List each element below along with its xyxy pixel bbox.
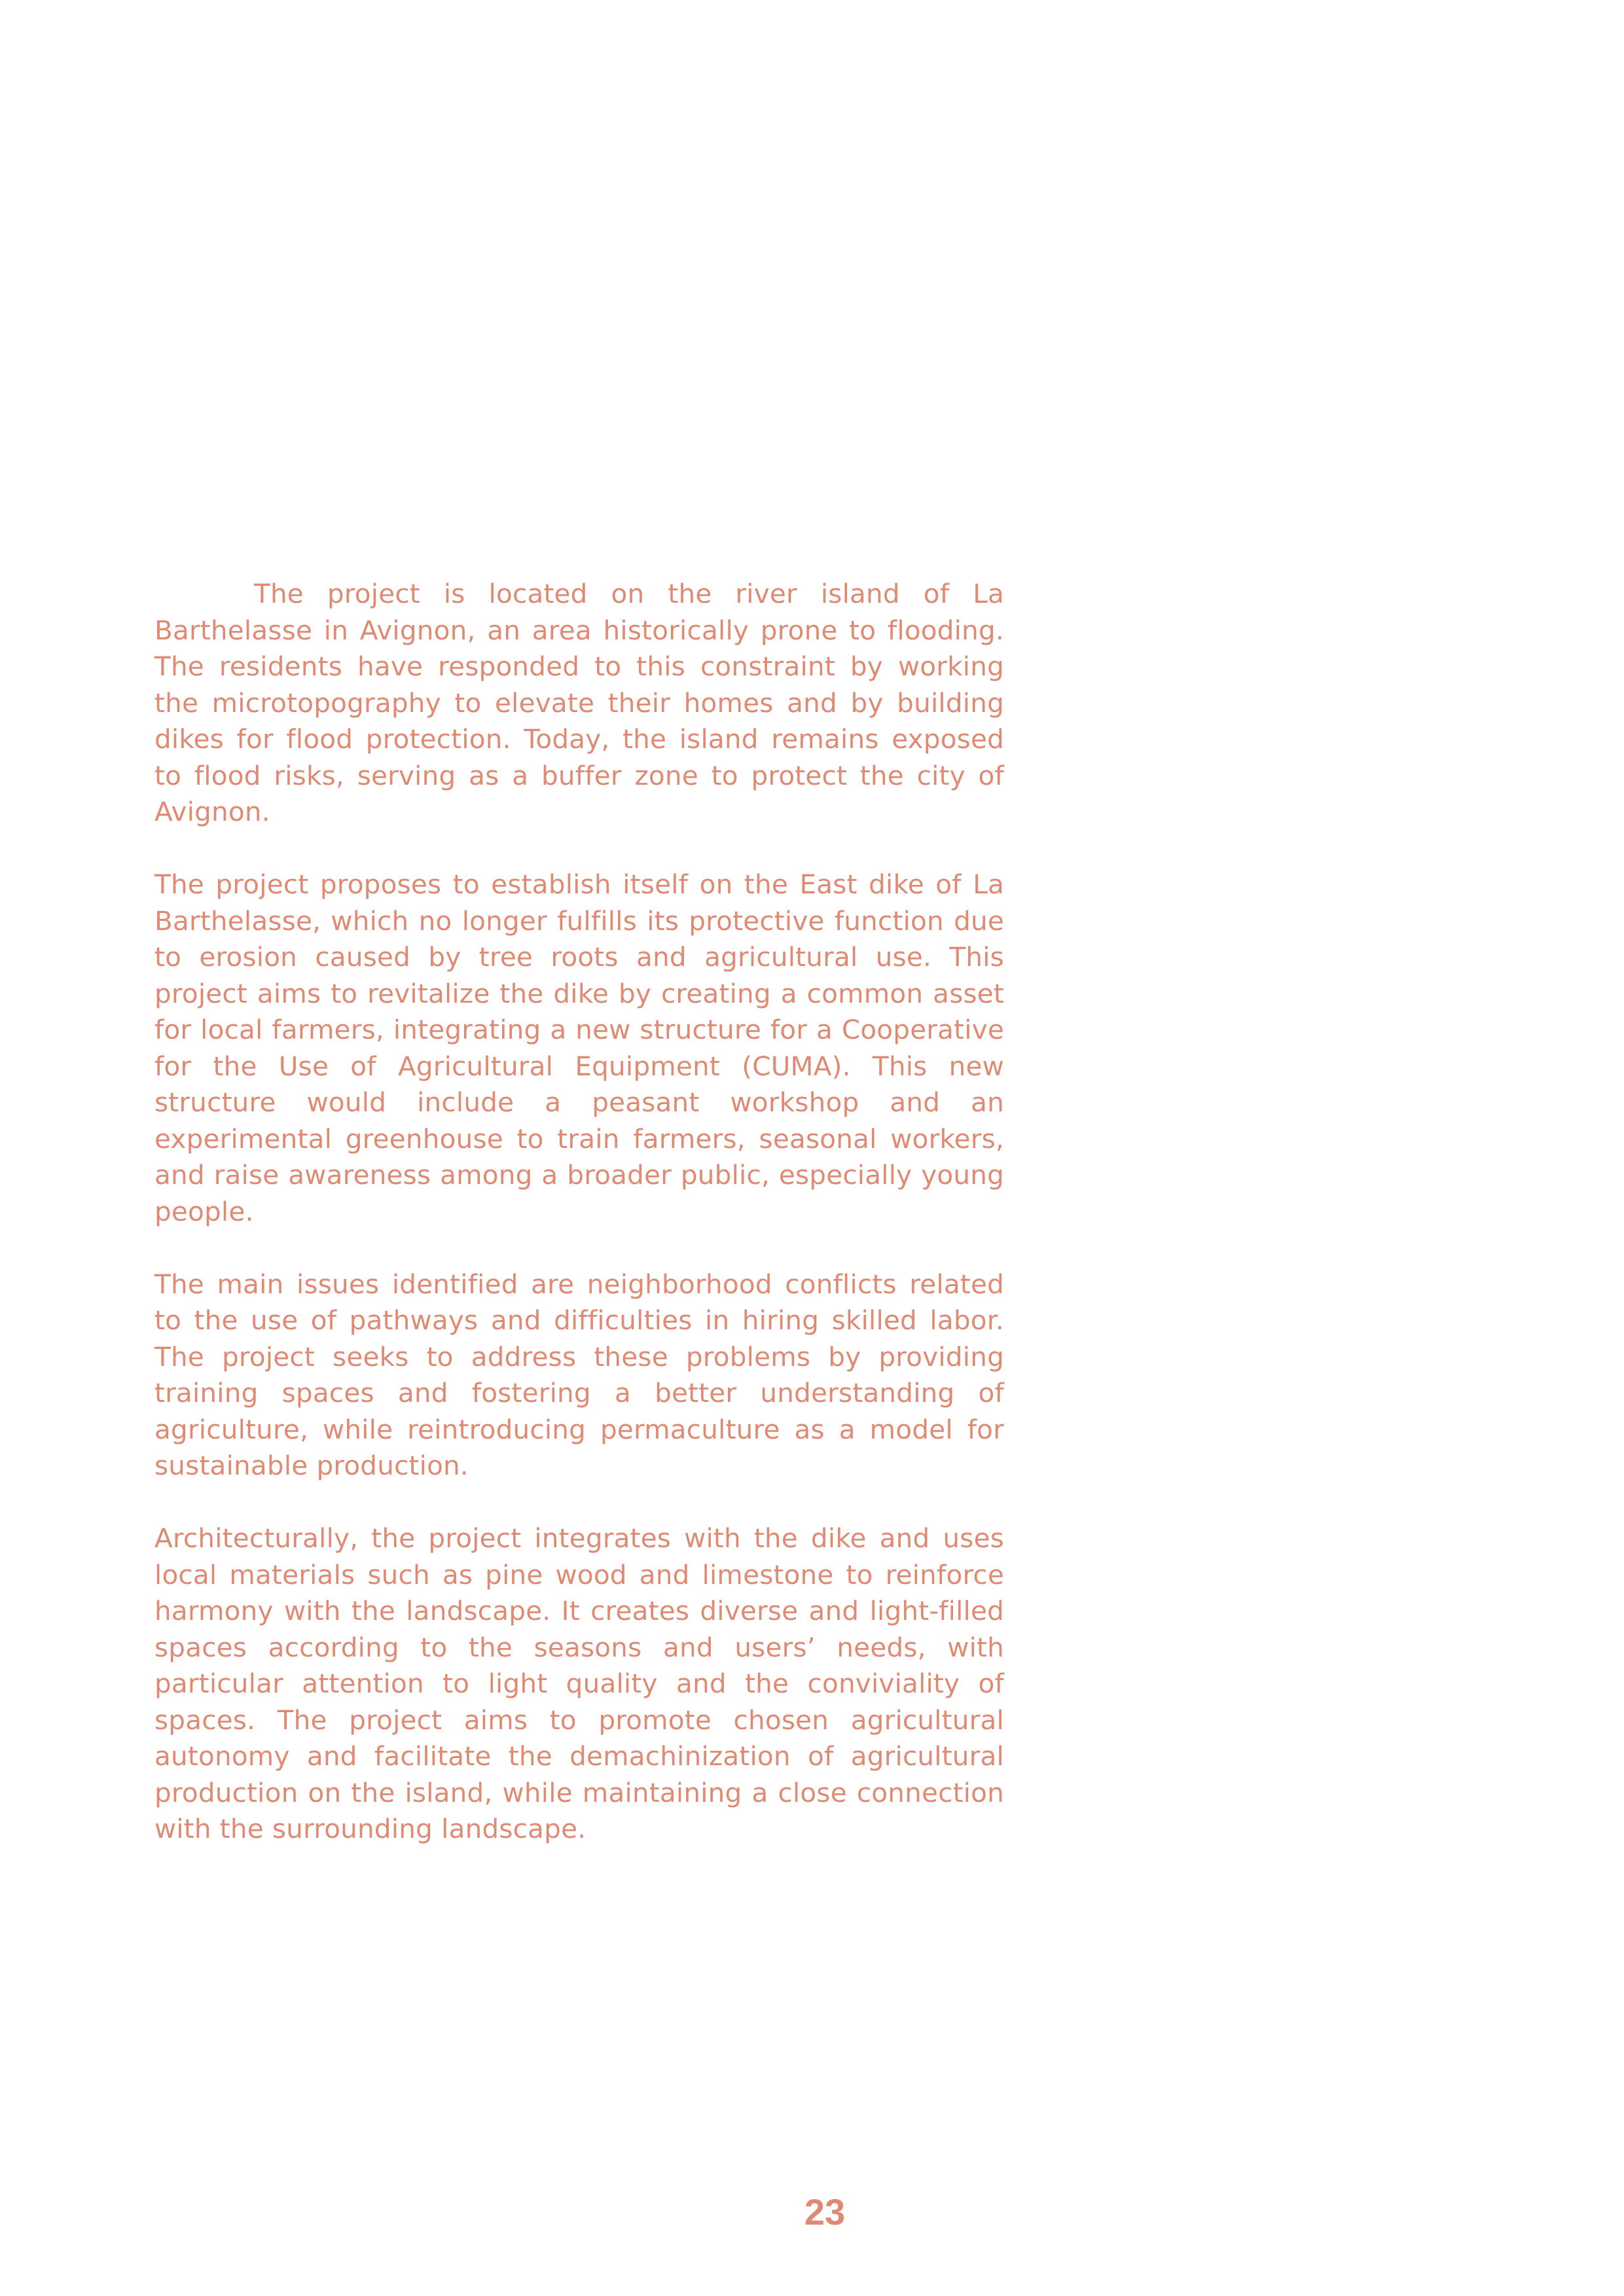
body-text — [154, 576, 1004, 1884]
paragraph-main-issues: The main issues identified are neighborhood conflicts related to the use of pathways and difficulties in hiring skilled labor. The project seeks to address these problems by providing training spaces and fostering a better understanding of agriculture, while reintroducing permaculture as a model for sustainable production. — [154, 1268, 1004, 1481]
paragraph-location: The project is located on the river island of La Barthelasse in Avignon, an area historically prone to flooding. The residents have responded to this constraint by working the microtopography to elevate their homes and by building dikes for flood protection. Today, the island remains exposed to flood risks, serving as a buffer zone to protect the city of Avignon. — [154, 578, 1004, 827]
paragraph-dike-proposal: The project proposes to establish itself on the East dike of La Barthelasse, which no longer fulfills its protective function due to erosion caused by tree roots and agricultural use. This project aims to revitalize the dike by creating a common asset for local farmers, integrating a new structure for a Cooperative for the Use of Agricultural Equipment (CUMA). This new structure would include a peasant workshop and an experimental greenhouse to train farmers, seasonal workers, and raise awareness among a broader public, especially young people. — [154, 869, 1004, 1227]
paragraph-architecture: Architecturally, the project integrates with the dike and uses local materials such as pine wood and limestone to reinforce harmony with the landscape. It creates diverse and light-filled spaces according to the seasons and users’ needs, with particular attention to light quality and the conviviality of spaces. The project aims to promote chosen agricultural autonomy and facilitate the demachinization of agricultural production on the island, while maintaining a close connection with the surrounding landscape. — [154, 1522, 1004, 1844]
page-number: 23 — [804, 2191, 846, 2233]
